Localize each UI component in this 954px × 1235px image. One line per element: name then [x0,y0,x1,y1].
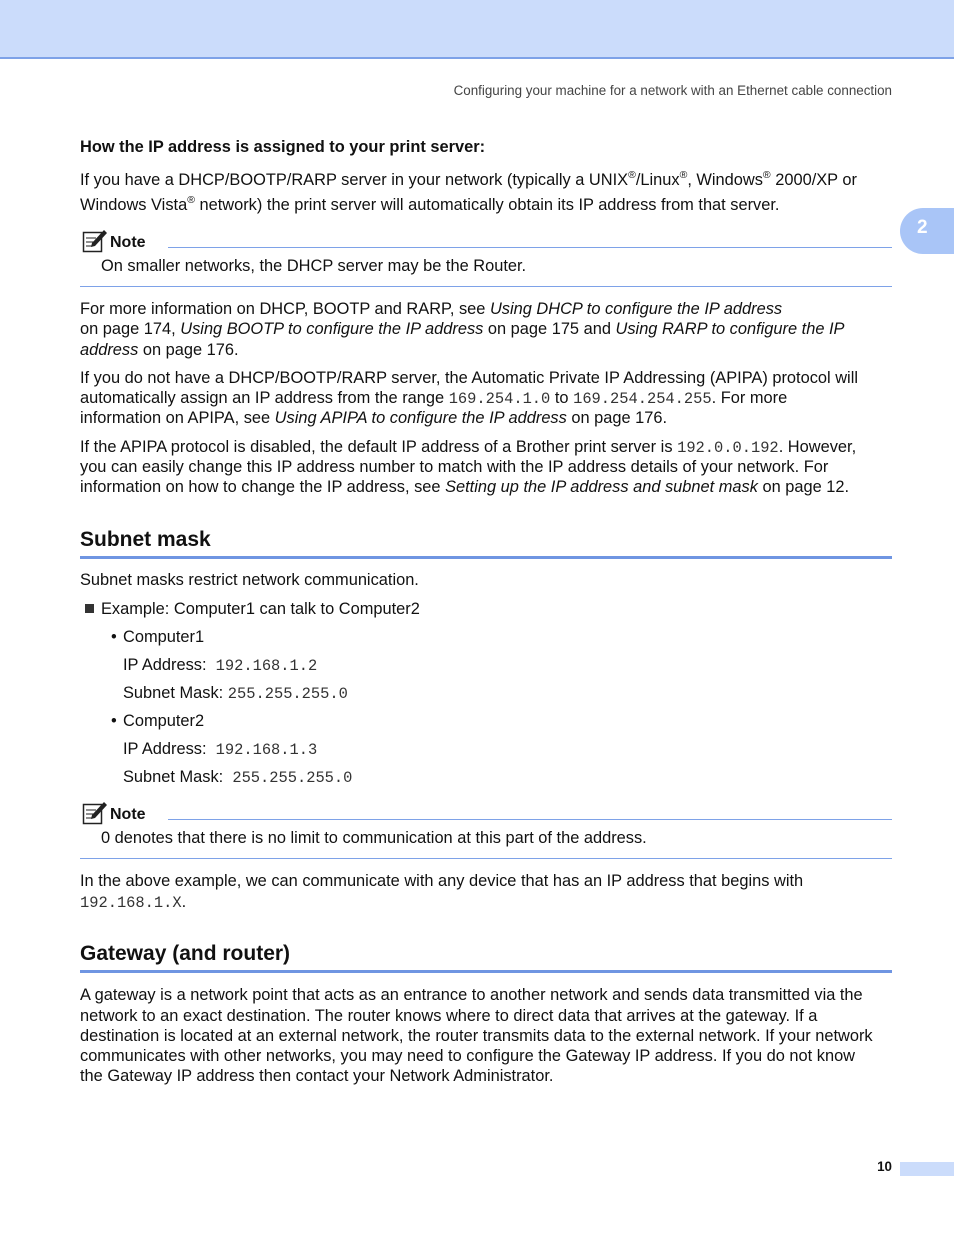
apipa-disabled-line2: you can easily change this IP address number to match with the IP address details of your network. For [80,458,829,476]
heading-rule [80,970,892,973]
more-info-line1: For more information on DHCP, BOOTP and RARP, see Using DHCP to configure the IP address [80,300,783,318]
chapter-tab [900,208,954,254]
apipa-line2: automatically assign an IP address from the range 169.254.1.0 to 169.254.254.255. For more [80,389,788,408]
gateway-line: destination is located at an external network, the router transmits data to the external network. If your network [80,1027,873,1045]
apipa-disabled-line1: If the APIPA protocol is disabled, the default IP address of a Brother print server is 192.0.0.192. However, [80,438,857,457]
xref-bootp[interactable]: Using BOOTP to configure the IP address [180,320,484,338]
note-text: 0 denotes that there is no limit to communication at this part of the address. [101,829,647,847]
note-pencil-icon [82,229,108,253]
page-number: 10 [877,1159,892,1174]
subnet-example: Example: Computer1 can talk to Computer2 [101,600,420,618]
note-label: Note [110,234,146,251]
xref-setup-ip[interactable]: Setting up the IP address and subnet mask [445,478,758,496]
apipa-line3: information on APIPA, see Using APIPA to configure the IP address on page 176. [80,409,668,427]
bullet-dot-icon: • [111,712,117,730]
heading-rule [80,556,892,559]
more-info-line3: address on page 176. [80,341,239,359]
computer2-name: Computer2 [123,712,205,730]
apipa-disabled-line3: information on how to change the IP address, see Setting up the IP address and subnet mask on page 12. [80,478,850,496]
note-bottom-rule [80,858,892,859]
xref-apipa[interactable]: Using APIPA to configure the IP address [274,409,567,427]
apipa-line1: If you do not have a DHCP/BOOTP/RARP server, the Automatic Private IP Addressing (APIPA) protocol will [80,369,858,387]
gateway-line: network to an exact destination. The router knows where to direct data that arrives at the gateway. If a [80,1007,818,1025]
note-pencil-icon [82,801,108,825]
more-info-line2: on page 174, Using BOOTP to configure the IP address on page 175 and Using RARP to configure the IP [80,320,845,338]
header-band [0,0,954,59]
note-bottom-rule [80,286,892,287]
note-label: Note [110,806,146,823]
gateway-line: the Gateway IP address then contact your Network Administrator. [80,1067,554,1085]
computer2-mask: Subnet Mask: 255.255.255.0 [123,768,353,787]
note-divider [168,247,892,248]
ip-assign-paragraph-line1: If you have a DHCP/BOOTP/RARP server in your network (typically a UNIX®/Linux®, Windows® 2000/XP or [80,169,857,189]
xref-rarp[interactable]: Using RARP to configure the IP [615,320,845,338]
note-text: On smaller networks, the DHCP server may be the Router. [101,257,527,275]
subnet-intro: Subnet masks restrict network communication. [80,571,419,589]
xref-dhcp[interactable]: Using DHCP to configure the IP address [489,300,783,318]
chapter-number: 2 [917,217,928,238]
ip-assign-paragraph-line2: Windows Vista® network) the print server will automatically obtain its IP address from that server. [80,194,780,214]
gateway-line: A gateway is a network point that acts as an entrance to another network and sends data transmitted via the [80,986,863,1004]
running-header: Configuring your machine for a network with an Ethernet cable connection [453,83,892,98]
computer2-ip: IP Address: 192.168.1.3 [123,740,318,759]
example-text-line1: In the above example, we can communicate with any device that has an IP address that begins with [80,872,804,890]
example-text-line2: 192.168.1.X. [80,893,187,912]
gateway-heading: Gateway (and router) [80,942,291,965]
xref-rarp-cont[interactable]: address [80,341,139,359]
ip-assign-heading: How the IP address is assigned to your print server: [80,138,486,156]
computer1-ip: IP Address: 192.168.1.2 [123,656,318,675]
note-divider [168,819,892,820]
footer-tab [900,1162,954,1176]
subnet-mask-heading: Subnet mask [80,528,211,551]
computer1-name: Computer1 [123,628,205,646]
computer1-mask: Subnet Mask: 255.255.255.0 [123,684,348,703]
bullet-dot-icon: • [111,628,117,646]
square-bullet-icon [85,604,94,613]
gateway-line: communicates with other networks, you may need to configure the Gateway IP address. If you do not know [80,1047,856,1065]
